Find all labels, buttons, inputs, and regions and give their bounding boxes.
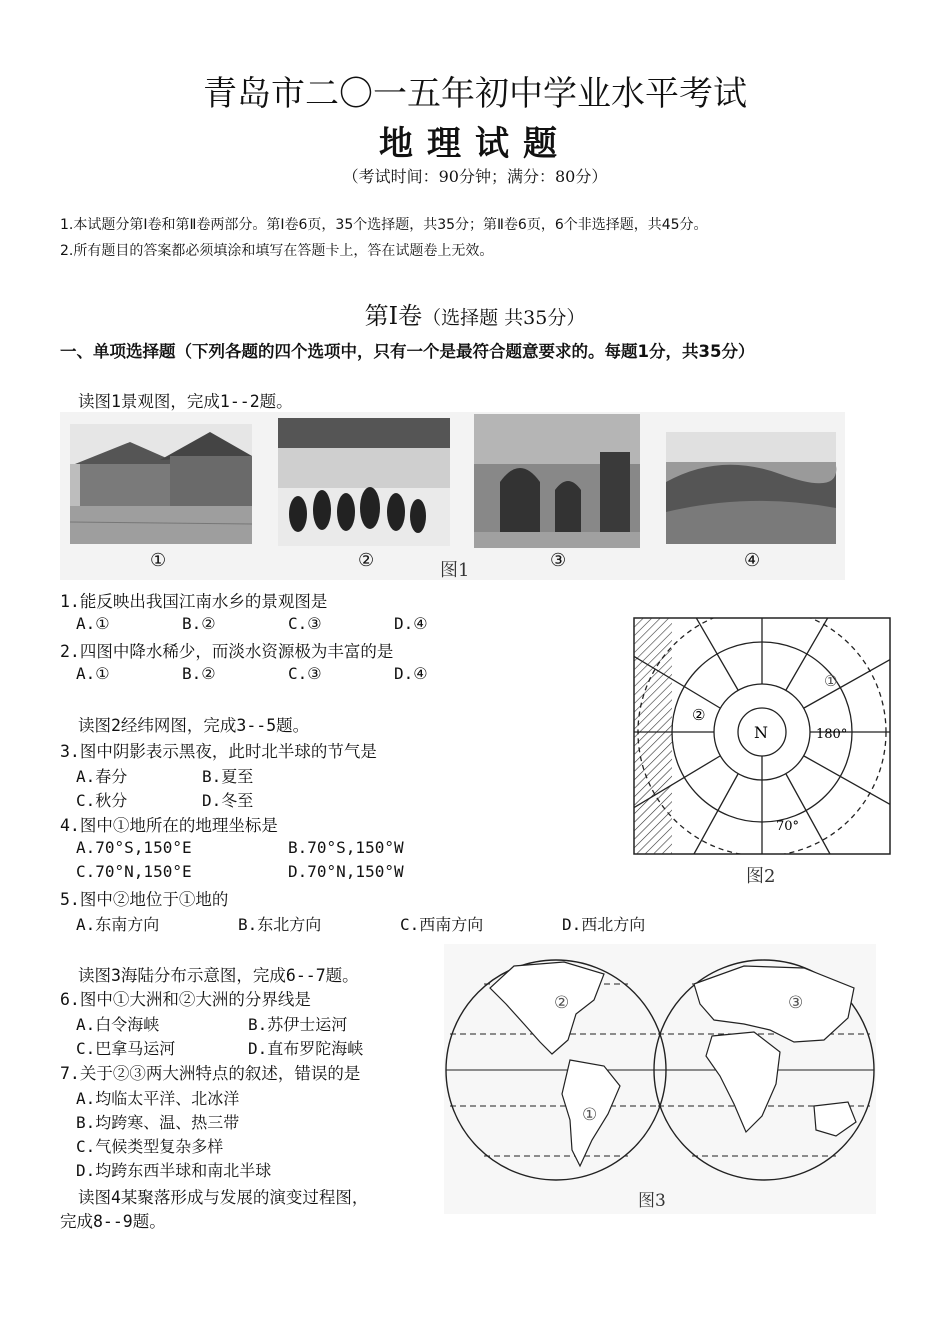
q6-option-c: C.巴拿马运河 bbox=[76, 1039, 176, 1058]
question-2: 2.四图中降水稀少，而淡水资源极为丰富的是 bbox=[60, 642, 394, 661]
part-heading: 一、单项选择题（下列各题的四个选项中，只有一个是最符合题意要求的。每题1分，共35分） bbox=[60, 342, 755, 361]
north-pole-label: N bbox=[754, 723, 768, 742]
intro-fig2: 读图2经纬网图，完成3--5题。 bbox=[78, 716, 310, 735]
q7-option-c: C.气候类型复杂多样 bbox=[76, 1137, 224, 1156]
photo-water-town bbox=[70, 424, 252, 544]
q6-option-d: D.直布罗陀海峡 bbox=[248, 1039, 364, 1058]
figure-1-caption: 图1 bbox=[440, 560, 470, 581]
q2-option-d: D.④ bbox=[394, 664, 428, 683]
question-1: 1.能反映出我国江南水乡的景观图是 bbox=[60, 592, 328, 611]
q4-option-b: B.70°S,150°W bbox=[288, 838, 404, 857]
q7-option-d: D.均跨东西半球和南北半球 bbox=[76, 1161, 272, 1180]
photo-cave-dwellings bbox=[474, 414, 640, 548]
q1-option-b: B.② bbox=[182, 614, 216, 633]
q5-option-a: A.东南方向 bbox=[76, 915, 160, 934]
q2-option-c: C.③ bbox=[288, 664, 322, 683]
q6-option-b: B.苏伊士运河 bbox=[248, 1015, 348, 1034]
q6-option-a: A.白令海峡 bbox=[76, 1015, 160, 1034]
hemispheres-map bbox=[444, 944, 876, 1214]
point-2-label: ② bbox=[692, 706, 706, 724]
q1-option-d: D.④ bbox=[394, 614, 428, 633]
q5-option-c: C.西南方向 bbox=[400, 915, 484, 934]
q7-option-a: A.均临太平洋、北冰洋 bbox=[76, 1089, 240, 1108]
exam-title: 青岛市二〇一五年初中学业水平考试 bbox=[203, 74, 747, 114]
note-2: 2.所有题目的答案都必须填涂和填写在答题卡上，答在试题卷上无效。 bbox=[60, 243, 494, 259]
intro-fig3: 读图3海陆分布示意图，完成6--7题。 bbox=[78, 966, 359, 985]
figure-2-caption: 图2 bbox=[746, 866, 776, 887]
point-1-label: ① bbox=[824, 672, 838, 690]
night-shading bbox=[634, 618, 672, 854]
section-title bbox=[0, 296, 950, 331]
note-1: 1.本试题分第Ⅰ卷和第Ⅱ卷两部分。第Ⅰ卷6页，35个选择题，共35分；第Ⅱ卷6页，6个非选择题，共45分。 bbox=[60, 217, 708, 233]
intro-fig4-line1: 读图4某聚落形成与发展的演变过程图， bbox=[78, 1188, 369, 1207]
question-6: 6.图中①大洲和②大洲的分界线是 bbox=[60, 990, 311, 1009]
q5-option-b: B.东北方向 bbox=[238, 915, 322, 934]
q3-option-c: C.秋分 bbox=[76, 791, 128, 810]
continent-2-label: ② bbox=[554, 993, 570, 1013]
q2-option-b: B.② bbox=[182, 664, 216, 683]
q1-option-a: A.① bbox=[76, 614, 110, 633]
photo-label-2: ② bbox=[358, 550, 375, 571]
longitude-label: 180° bbox=[816, 727, 848, 742]
photo-label-3: ③ bbox=[550, 550, 567, 571]
figure-3-caption: 图3 bbox=[638, 1191, 666, 1211]
q7-option-b: B.均跨寒、温、热三带 bbox=[76, 1113, 240, 1132]
question-7: 7.关于②③两大洲特点的叙述，错误的是 bbox=[60, 1064, 361, 1083]
figure-2 bbox=[630, 614, 896, 890]
q5-option-d: D.西北方向 bbox=[562, 915, 646, 934]
continent-3-label: ③ bbox=[788, 993, 804, 1013]
photo-penguins bbox=[278, 418, 450, 546]
exam-time: （考试时间：90分钟；满分：80分） bbox=[342, 167, 608, 186]
q4-option-a: A.70°S,150°E bbox=[76, 838, 192, 857]
q1-option-c: C.③ bbox=[288, 614, 322, 633]
photo-label-1: ① bbox=[150, 550, 167, 571]
graticule-map bbox=[630, 614, 896, 890]
figure-1 bbox=[60, 412, 845, 580]
q3-option-d: D.冬至 bbox=[202, 791, 254, 810]
question-5: 5.图中②地位于①地的 bbox=[60, 890, 229, 909]
q2-option-a: A.① bbox=[76, 664, 110, 683]
exam-subject: 地理试题 bbox=[379, 124, 571, 164]
q4-option-c: C.70°N,150°E bbox=[76, 862, 192, 881]
photo-label-4: ④ bbox=[744, 550, 761, 571]
figure-3 bbox=[444, 944, 876, 1214]
continent-1-label: ① bbox=[582, 1105, 598, 1125]
q3-option-a: A.春分 bbox=[76, 767, 128, 786]
question-3: 3.图中阴影表示黑夜，此时北半球的节气是 bbox=[60, 742, 377, 761]
intro-fig4-line2: 完成8--9题。 bbox=[60, 1212, 166, 1231]
section-name: 第Ⅰ卷 bbox=[364, 302, 423, 330]
photo-desert bbox=[666, 432, 836, 544]
q4-option-d: D.70°N,150°W bbox=[288, 862, 404, 881]
section-sub: （选择题 共35分） bbox=[422, 307, 586, 329]
question-4: 4.图中①地所在的地理坐标是 bbox=[60, 816, 278, 835]
q3-option-b: B.夏至 bbox=[202, 767, 254, 786]
latitude-label: 70° bbox=[776, 819, 800, 834]
intro-fig1: 读图1景观图，完成1--2题。 bbox=[78, 392, 293, 411]
landscape-photos bbox=[60, 412, 845, 580]
